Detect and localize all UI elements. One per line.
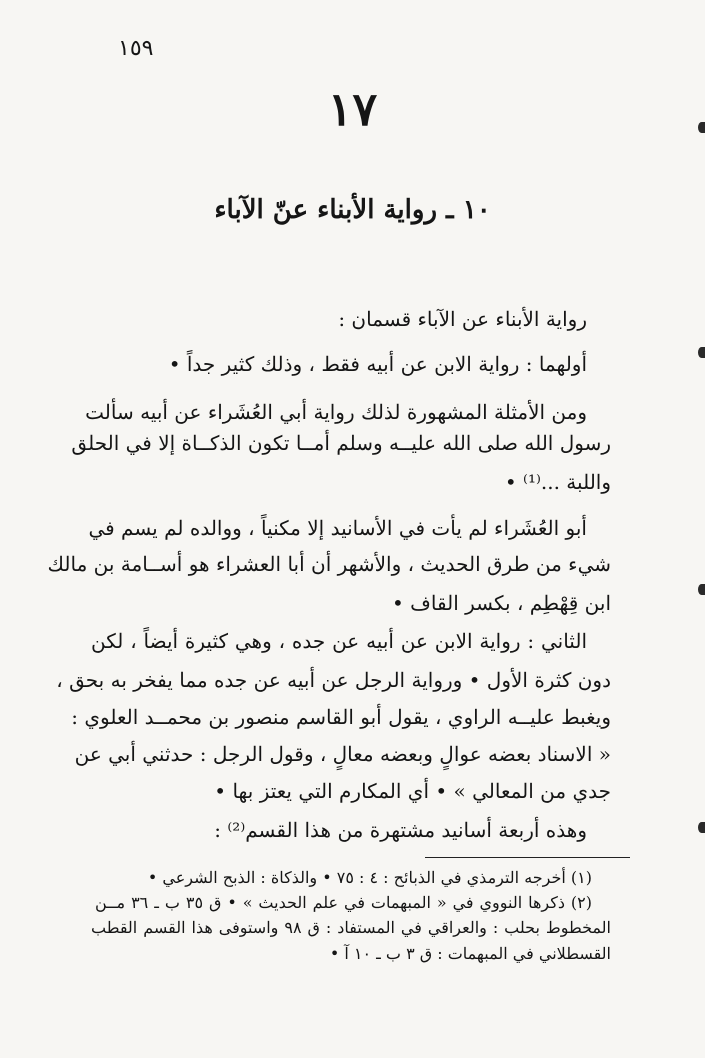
body-line: جدي من المعالي » • أي المكارم التي يعتز بها • xyxy=(214,779,611,803)
margin-mark xyxy=(698,822,705,833)
footnote-line: (١) أخرجه الترمذي في الذبائح : ٤ : ٧٥ • والذكاة : الذبح الشرعي • xyxy=(147,868,592,887)
body-line: شيء من طرق الحديث ، والأشهر أن أبا العشراء هو أســامة بن مالك xyxy=(47,552,611,576)
footnote-line: المخطوط بحلب : والعراقي في المستفاد : ق ٩٨ واستوفى هذا القسم القطب xyxy=(91,918,611,937)
margin-mark xyxy=(698,584,705,595)
margin-mark xyxy=(698,122,705,133)
body-line: أبو العُشَراء لم يأت في الأسانيد إلا مكنياً ، ووالده لم يسم في xyxy=(88,516,587,540)
body-line: واللبة ...⁽¹⁾ • xyxy=(504,470,611,494)
body-line: « الاسناد بعضه عوالٍ وبعضه معالٍ ، وقول الرجل : حدثني أبي عن xyxy=(74,742,611,766)
footnote-divider xyxy=(425,857,630,858)
body-line: وهذه أربعة أسانيد مشتهرة من هذا القسم⁽²⁾ : xyxy=(214,818,587,842)
body-line: رواية الأبناء عن الآباء قسمان : xyxy=(338,307,587,331)
body-line: ويغبط عليــه الراوي ، يقول أبو القاسم منصور بن محمــد العلوي : xyxy=(71,705,611,729)
body-line: دون كثرة الأول • ورواية الرجل عن أبيه عن جده مما يفخر به بحق ، xyxy=(56,668,611,692)
page-number: ١٥٩ xyxy=(118,36,154,61)
footnote-line: القسطلاني في المبهمات : ق ٣ ب ـ ١٠ آ • xyxy=(329,944,611,963)
body-line: ومن الأمثلة المشهورة لذلك رواية أبي العُشَراء عن أبيه سألت xyxy=(85,400,587,424)
footnote-line: (٢) ذكرها النووي في « المبهمات في علم الحديث » • ق ٣٥ ب ـ ٣٦ مــن xyxy=(95,893,592,912)
body-line: رسول الله صلى الله عليــه وسلم أمــا تكون الذكــاة إلا في الحلق xyxy=(71,431,611,455)
margin-mark xyxy=(698,347,705,358)
section-title: ١٠ ـ رواية الأبناء عنّ الآباء xyxy=(214,195,491,225)
chapter-number: ١٧ xyxy=(327,82,378,136)
body-line: ابن قِهْطِم ، بكسر القاف • xyxy=(392,591,611,615)
body-line: أولهما : رواية الابن عن أبيه فقط ، وذلك كثير جداً • xyxy=(168,352,587,376)
body-line: الثاني : رواية الابن عن أبيه عن جده ، وهي كثيرة أيضاً ، لكن xyxy=(91,629,587,653)
